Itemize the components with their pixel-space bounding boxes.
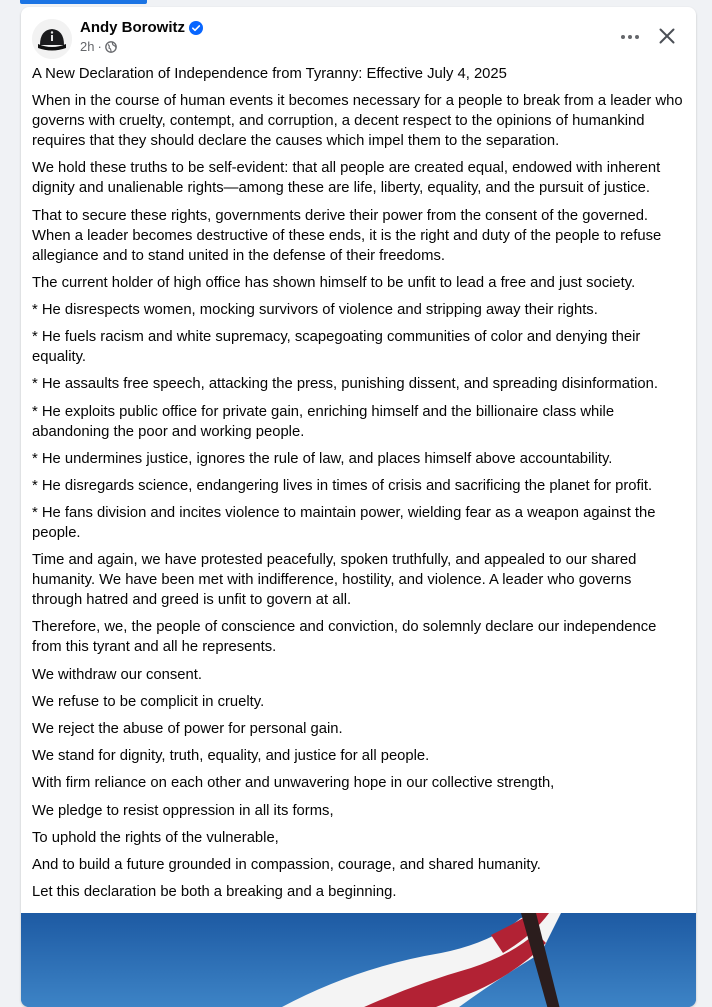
post-timestamp[interactable]: 2h [80, 39, 95, 54]
flag-photo [21, 913, 696, 1007]
author-avatar[interactable] [32, 19, 72, 59]
close-icon [659, 28, 675, 44]
post-paragraph: * He disregards science, endangering lives in times of crisis and sacrificing the planet for profit. [32, 477, 653, 494]
post-paragraph: * He fans division and incites violence to maintain power, wielding fear as a weapon against the people. [32, 505, 656, 542]
post-paragraph: A New Declaration of Independence from Tyranny: Effective July 4, 2025 [32, 66, 507, 82]
post-paragraph: * He exploits public office for private gain, enriching himself and the billionaire class while abandoning the poor and working people. [32, 403, 615, 440]
post-paragraph: * He disrespects women, mocking survivors of violence and stripping away their rights. [32, 301, 598, 318]
post-paragraph: When in the course of human events it becomes necessary for a people to break from a leader who governs with cruelty, contempt, and corruption, a decent respect to the opinions of humankind requires that they should declare the causes which impel them to the separation. [32, 93, 683, 150]
post-text [21, 63, 696, 902]
post-paragraph: To uphold the rights of the vulnerable, [32, 829, 279, 846]
post-paragraph: * He assaults free speech, attacking the press, punishing dissent, and spreading disinformation. [32, 376, 658, 393]
post-paragraph: Therefore, we, the people of conscience and conviction, do solemnly declare our independence from this tyrant and all he represents. [32, 619, 657, 656]
post-paragraph: Let this declaration be both a breaking and a beginning. [32, 884, 397, 901]
post-paragraph: Time and again, we have protested peacefully, spoken truthfully, and appealed to our shared humanity. We have been met with indifference, hostility, and violence. A leader who governs through hatred and greed is unfit to govern at all. [32, 552, 637, 609]
post-paragraph: We hold these truths to be self-evident: that all people are created equal, endowed with inherent dignity and unalienable rights—among these are life, liberty, equality, and the pursuit of justice. [32, 160, 661, 197]
author-name[interactable]: Andy Borowitz [80, 19, 185, 36]
active-tab-indicator [20, 0, 147, 4]
post-meta [80, 39, 117, 54]
post-paragraph: That to secure these rights, governments derive their power from the consent of the governed. When a leader becomes destructive of these ends, it is the right and duty of the people to refuse allegiance and to stand united in the defense of their freedoms. [32, 207, 662, 264]
more-options-button[interactable] [614, 21, 646, 53]
post-header [21, 7, 696, 63]
post-card [21, 7, 696, 1007]
post-paragraph: * He fuels racism and white supremacy, scapegoating communities of color and denying their equality. [32, 329, 641, 366]
post-paragraph: With firm reliance on each other and unwavering hope in our collective strength, [32, 775, 555, 792]
post-paragraph: We pledge to resist oppression in all its forms, [32, 802, 334, 819]
post-paragraph: We reject the abuse of power for personal gain. [32, 721, 343, 737]
meta-separator: · [97, 39, 102, 54]
more-options-icon [620, 34, 640, 40]
post-paragraph: And to build a future grounded in compassion, courage, and shared humanity. [32, 856, 541, 873]
post-paragraph: We refuse to be complicit in cruelty. [32, 693, 265, 710]
post-paragraph: * He undermines justice, ignores the rule of law, and places himself above accountability. [32, 450, 613, 467]
post-paragraph: We stand for dignity, truth, equality, and justice for all people. [32, 748, 430, 765]
verified-badge-icon [189, 21, 203, 35]
avatar-cap-image [32, 19, 72, 59]
post-image[interactable] [21, 913, 696, 1007]
close-button[interactable] [650, 19, 684, 53]
post-paragraph: The current holder of high office has shown himself to be unfit to lead a free and just society. [32, 274, 636, 291]
globe-icon[interactable] [105, 41, 117, 53]
post-paragraph: We withdraw our consent. [32, 666, 202, 683]
